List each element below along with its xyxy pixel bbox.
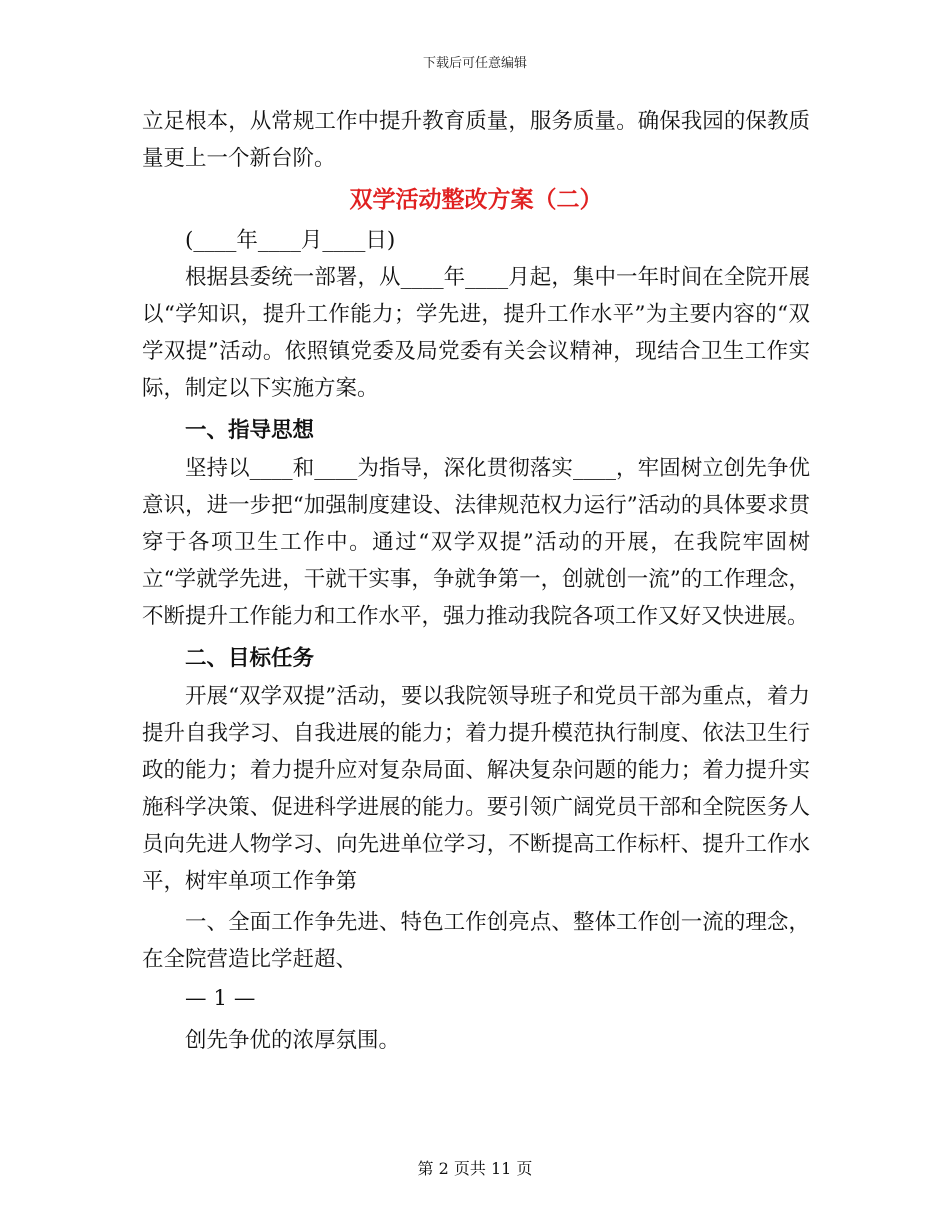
section-heading-guiding-thought: 一、指导思想: [185, 418, 315, 443]
paragraph-intro-continuation: 立足根本，从常规工作中提升教育质量，服务质量。确保我园的保教质量更上一个新台阶。: [142, 109, 810, 171]
paragraph-background: 根据县委统一部署，从____年____月起，集中一年时间在全院开展以“学知识，提升工作能力；学先进，提升工作水平”为主要内容的“双学双提”活动。依照镇党委及局党委有关会议精神，现结合卫生工作实际，制定以下实施方案。: [142, 265, 810, 401]
date-line: (____年____月____日): [185, 228, 396, 253]
inner-page-number: — 1 —: [185, 986, 256, 1011]
document-body: [142, 103, 810, 1059]
page-footer: 第 2 页共 11 页: [417, 1159, 533, 1178]
document-title: 双学活动整改方案（二）: [349, 186, 603, 213]
paragraph-objectives: 开展“双学双提”活动，要以我院领导班子和党员干部为重点，着力提升自我学习、自我进展的能力；着力提升模范执行制度、依法卫生行政的能力；着力提升应对复杂局面、解决复杂问题的能力；着力提升实施科学决策、促进科学进展的能力。要引领广阔党员干部和全院医务人员向先进人物学习、向先进单位学习，不断提高工作标杆、提升工作水平，树牢单项工作争第: [142, 684, 810, 894]
paragraph-guiding-thought: 坚持以____和____为指导，深化贯彻落实____，牢固树立创先争优意识，进一步把“加强制度建设、法律规范权力运行”活动的具体要求贯穿于各项卫生工作中。通过“双学双提”活动的开展，在我院牢固树立“学就学先进，干就干实事，争就争第一，创就创一流”的工作理念，不断提升工作能力和工作水平，强力推动我院各项工作又好又快进展。: [142, 456, 810, 629]
page-header: 下载后可任意编辑: [422, 56, 527, 71]
paragraph-atmosphere: 创先争优的浓厚氛围。: [185, 1028, 401, 1053]
section-heading-objectives: 二、目标任务: [185, 646, 315, 671]
paragraph-objectives-continuation: 一、全面工作争先进、特色工作创亮点、整体工作创一流的理念，在全院营造比学赶超、: [142, 910, 810, 972]
